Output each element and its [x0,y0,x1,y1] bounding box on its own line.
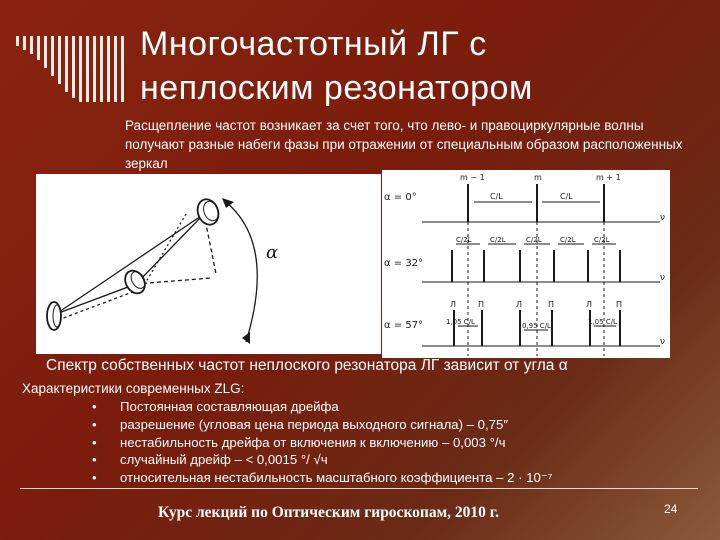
list-item-text: Постоянная составляющая дрейфа [120,399,339,414]
row-alpha-57-right-mark-2: П [548,300,555,309]
intro-text: Расщепление частот возникает за счет того, что лево- и правоциркулярные волны получают разные набеги фазы при отражении от специальным образом расположенных зеркал [125,118,683,171]
row-alpha-57-left-mark-3: Л [586,300,593,309]
slide-title-line-1: Многочастотный ЛГ с [140,25,487,63]
row-alpha-57-left-mark-1: Л [450,300,457,309]
row-alpha-32-spacing-1: C/2L [456,236,472,244]
row-alpha-57-spacing-mid: 0,95 C/L [522,322,551,330]
row-alpha-32-label: α = 32° [384,258,424,269]
row-alpha-32-spacing-3: C/2L [526,236,542,244]
row-alpha-0-label: α = 0° [384,192,417,203]
list-item [92,434,553,452]
bullet-icon: • [92,434,97,450]
nu-axis-label-1: ν [660,213,666,223]
spectrum-diagram [382,170,670,358]
list-item-text: разрешение (угловая цена периода выходного сигнала) – 0,75″ [120,416,509,432]
row-alpha-32-spacing-2: C/2L [490,236,506,244]
row-alpha-57-right-mark-1: П [478,300,485,309]
page-number: 24 [664,502,678,516]
characteristics-list [92,398,553,487]
figure-caption: Спектр собственных частот неплоского резонатора ЛГ зависит от угла α [46,357,568,374]
list-item-text: относительная нестабильность масштабного коэффициента – 2 · 10⁻⁷ [120,470,553,486]
mode-label-m-plus-1: m + 1 [596,173,621,182]
slide-title [140,22,700,110]
footer-divider [20,488,698,489]
list-item [92,451,553,469]
angle-alpha-label: α [266,242,279,263]
bullet-icon: • [92,399,97,414]
bullet-icon: • [92,416,97,432]
mode-label-m: m [534,173,542,182]
nu-axis-label-3: ν [660,337,666,347]
resonator-diagram [36,174,381,354]
mode-label-m-minus-1: m − 1 [460,173,485,182]
row-alpha-32-spacing-5: C/2L [594,236,610,244]
row-alpha-0-spacing-1: C/L [490,192,503,201]
footer-course-title: Курс лекций по Оптическим гироскопам, 2010 г. [158,504,499,521]
list-item-text: нестабильность дрейфа от включения к включению – 0,003 °/ч [120,434,506,450]
row-alpha-57-label: α = 57° [384,320,424,331]
list-item [92,398,553,416]
slide-title-line-2: неплоским резонатором [140,69,533,107]
bullet-icon: • [92,470,97,486]
row-alpha-57-right-mark-3: П [616,300,623,309]
bullet-icon: • [92,452,97,468]
row-alpha-32-spacing-4: C/2L [560,236,576,244]
list-item [92,469,553,487]
row-alpha-57-spacing-small-2: 1,05 C/L [588,318,617,326]
nu-axis-label-2: ν [660,273,666,283]
list-item [92,416,553,434]
decorative-stripes [14,22,134,102]
characteristics-title: Характеристики современных ZLG: [22,381,245,396]
list-item-text: случайный дрейф – < 0,0015 °/ √ч [120,452,328,468]
row-alpha-0-spacing-2: C/L [560,192,573,201]
row-alpha-57-spacing-small-1: 1,05 C/L [446,318,475,326]
row-alpha-57-left-mark-2: Л [516,300,523,309]
